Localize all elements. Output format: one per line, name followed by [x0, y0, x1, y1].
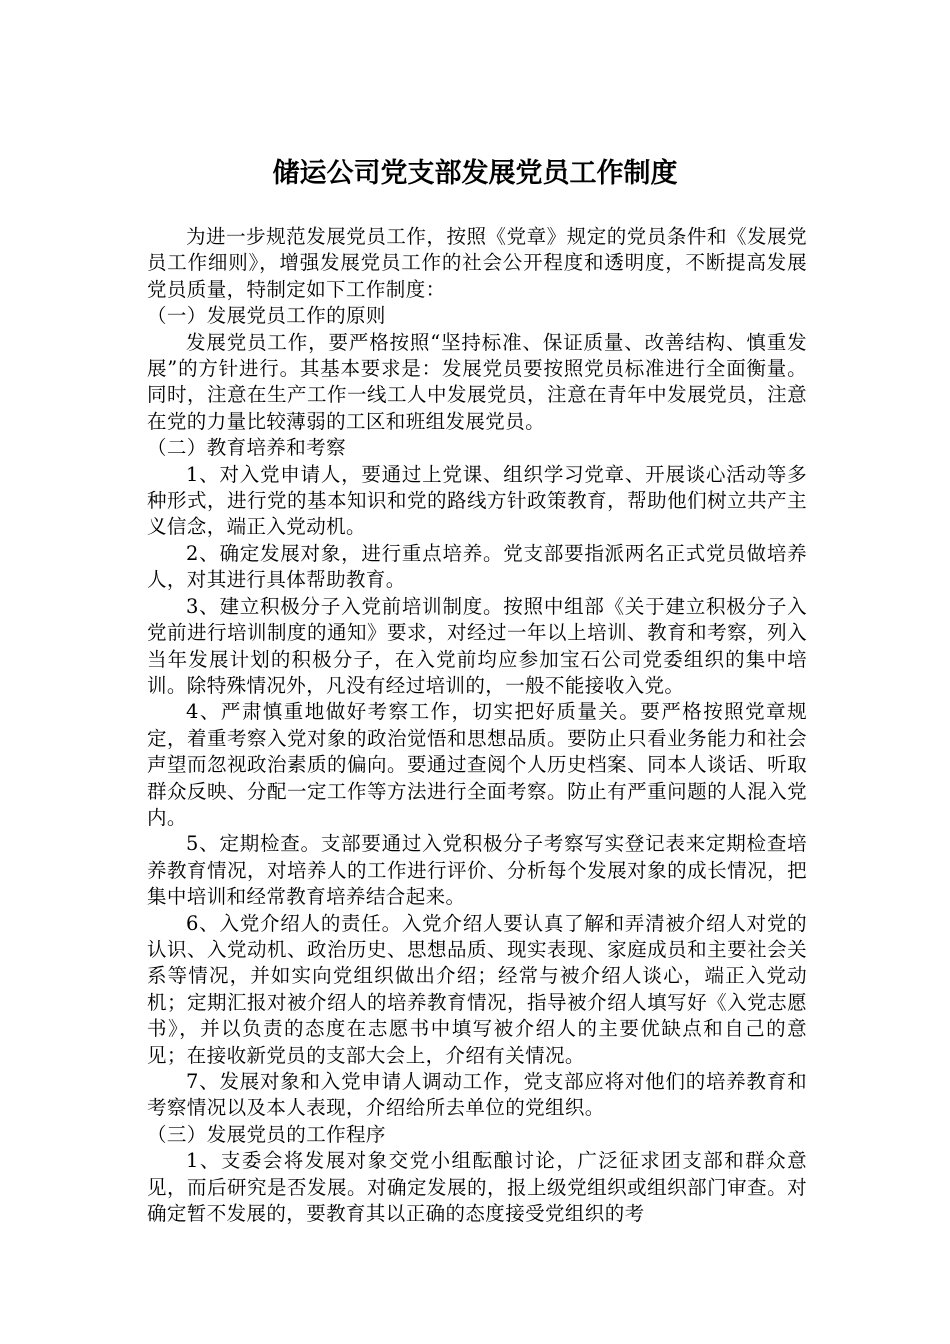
- education-item-7: 7、发展对象和入党申请人调动工作，党支部应将对他们的培养教育和考察情况以及本人表现，介绍给所去单位的党组织。: [147, 1070, 807, 1120]
- principles-paragraph: 发展党员工作，要严格按照“坚持标准、保证质量、改善结构、慎重发展”的方针进行。其基本要求是：发展党员要按照党员标准进行全面衡量。同时，注意在生产工作一线工人中发展党员，注意在青年中发展党员，注意在党的力量比较薄弱的工区和班组发展党员。: [147, 330, 807, 433]
- section-heading-principles: （一）发展党员工作的原则: [147, 304, 386, 328]
- document-body: [147, 224, 807, 1227]
- procedure-item-1: 1、支委会将发展对象交党小组酝酿讨论，广泛征求团支部和群众意见，而后研究是否发展。对确定发展的，报上级党组织或组织部门审查。对确定暂不发展的，要教育其以正确的态度接受党组织的考: [147, 1149, 807, 1226]
- intro-paragraph: 为进一步规范发展党员工作，按照《党章》规定的党员条件和《发展党员工作细则》，增强发展党员工作的社会公开程度和透明度，不断提高发展党员质量，特制定如下工作制度：: [147, 225, 807, 301]
- education-item-5: 5、定期检查。支部要通过入党积极分子考察写实登记表来定期检查培养教育情况，对培养人的工作进行评价、分析每个发展对象的成长情况，把集中培训和经常教育培养结合起来。: [147, 832, 807, 909]
- education-item-3: 3、建立积极分子入党前培训制度。按照中组部《关于建立积极分子入党前进行培训制度的通知》要求，对经过一年以上培训、教育和考察，列入当年发展计划的积极分子，在入党前均应参加宝石公司党委组织的集中培训。除特殊情况外，凡没有经过培训的，一般不能接收入党。: [147, 594, 807, 697]
- education-item-6: 6、入党介绍人的责任。入党介绍人要认真了解和弄清被介绍人对党的认识、入党动机、政治历史、思想品质、现实表现、家庭成员和主要社会关系等情况，并如实向党组织做出介绍；经常与被介绍人谈心，端正入党动机；定期汇报对被介绍人的培养教育情况，指导被介绍人填写好《入党志愿书》，并以负责的态度在志愿书中填写被介绍人的主要优缺点和自己的意见；在接收新党员的支部大会上，介绍有关情况。: [147, 911, 807, 1067]
- section-heading-education: （二）教育培养和考察: [147, 436, 347, 460]
- education-item-4: 4、严肃慎重地做好考察工作，切实把好质量关。要严格按照党章规定，着重考察入党对象的政治觉悟和思想品质。要防止只看业务能力和社会声望而忽视政治素质的偏向。要通过查阅个人历史档案、同本人谈话、听取群众反映、分配一定工作等方法进行全面考察。防止有严重问题的人混入党内。: [147, 700, 807, 829]
- education-item-2: 2、确定发展对象，进行重点培养。党支部要指派两名正式党员做培养人，对其进行具体帮助教育。: [147, 541, 807, 592]
- document-title: 储运公司党支部发展党员工作制度: [272, 158, 678, 189]
- section-heading-procedure: （三）发展党员的工作程序: [147, 1122, 386, 1146]
- education-item-1: 1、对入党申请人，要通过上党课、组织学习党章、开展谈心活动等多种形式，进行党的基本知识和党的路线方针政策教育，帮助他们树立共产主义信念，端正入党动机。: [147, 462, 807, 539]
